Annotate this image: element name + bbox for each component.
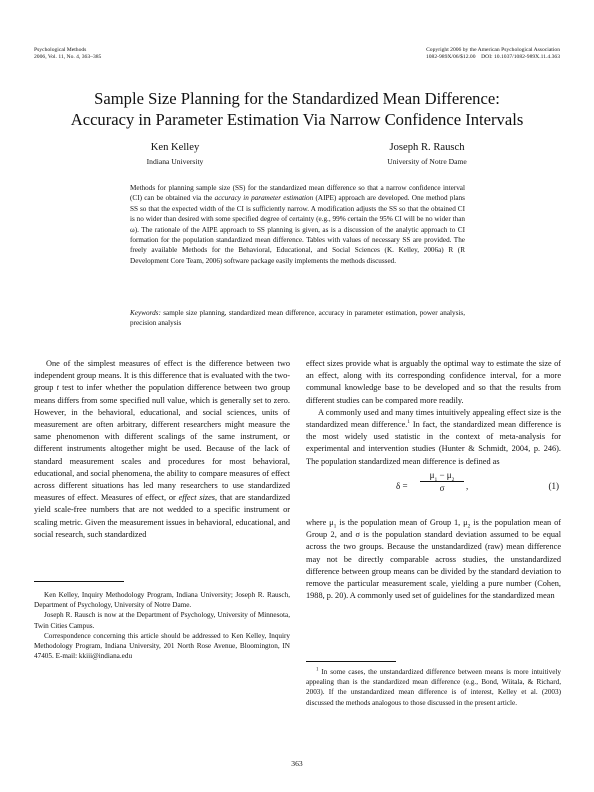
paragraph <box>34 358 290 541</box>
footnote-text: In some cases, the unstandardized difference between means is more intuitively appealing than is the standardized mean difference (e.g., Bond, Wiitala, & Richard, 2003). If the unstandardized mean difference is of interest, Kelley et al. (2003) discussed the methods analogous to those discussed in the present article. <box>306 668 561 707</box>
subscript: 1 <box>434 476 438 483</box>
abstract-text-2: (AIPE) approach are developed. One method plans SS so that the expected width of the CI is sufficiently narrow. A modification adjusts the SS so that the obtained CI is no wider than desired with some specified degree of certainty (e.g., 99% certain the 95% CI will be no wider than ω). The rationale of the AIPE approach to SS planning is given, as is a discussion of the analytic approach to CI formation for the population standardized mean difference. Tables with values of necessary SS are provided. The freely available Methods for the Behavioral, Educational, and Social Sciences (K. Kelley, 2006a) R (R Development Core Team, 2006) software package easily implements the methods discussed. <box>130 194 465 265</box>
paragraph <box>306 407 561 468</box>
equation-numerator <box>420 470 464 482</box>
volume-info: 2006, Vol. 11, No. 4, 363–385 <box>34 54 102 60</box>
subscript: 2 <box>451 476 455 483</box>
abstract-text-1: Methods for planning sample size (SS) for the standardized mean difference so that a narrow confidence interval (CI) can be obtained via the <box>130 184 465 203</box>
author-block-1 <box>110 141 240 167</box>
abstract-emphasis: accuracy in parameter estimation <box>214 194 314 203</box>
mu-symbol: μ <box>429 470 435 480</box>
author-name: Joseph R. Rausch <box>389 142 465 153</box>
equation-comma: , <box>466 481 469 491</box>
subscript: 1 <box>333 523 337 530</box>
body-column-right <box>306 358 561 468</box>
minus-mu: − μ <box>437 470 452 480</box>
body-text: is the population mean of Group 2, and σ is the population standard deviation assumed to be equal across the two groups. Because the unstandardized (raw) mean difference may not be directly comparable across studies, the unstandardized difference between group means can be divided by the standard deviation to remove the particular measurement scale, yielding a pure number (Cohen, 1988, p. 20). A commonly used set of guidelines for the standardized mean <box>306 518 561 601</box>
keywords-text: sample size planning, standardized mean difference, accuracy in parameter estimation, power analysis, precision analysis <box>130 309 465 328</box>
keywords-label: Keywords: <box>130 309 161 317</box>
author-note: Ken Kelley, Inquiry Methodology Program, Indiana University; Joseph R. Rausch, Department of Psychology, University of Notre Dame. <box>34 591 290 610</box>
author-affiliation: University of Notre Dame <box>387 157 467 166</box>
journal-name: Psychological Methods <box>34 47 87 53</box>
body-text: One of the simplest measures of effect is the difference between two independent group means. It is this difference that is evaluated with the two-group <box>34 359 290 393</box>
doi-info: 1082-989X/06/$12.00 DOI: 10.1037/1082-989X.11.4.363 <box>425 54 560 60</box>
subscript: 2 <box>467 523 471 530</box>
keywords <box>130 308 465 329</box>
body-text: , that are standardized yield scale-free numbers that are not wedded to a specific instrument or scaling metric. Given the measurement issues in behavioral, educational, and social research, such standardized <box>34 493 290 539</box>
body-text: test to infer whether the population difference between two group means differs from some specified null value, which is generally set to zero. However, in the behavioral, educational, and social sciences, units of measurement are often arbitrary, different researchers might measure the same phenomenon with different scalings of the same instrument, or different instruments altogether might be used. Because of the lack of standard measurement scales and procedures for most behavioral, educational, and social phenomena, the ability to compare measures of effect across different situations has led many researchers to use standardized measures of effect. Measures of effect, or <box>34 383 290 503</box>
footnote-1 <box>306 667 561 708</box>
equation-fraction <box>420 470 464 493</box>
article-title <box>0 88 594 130</box>
body-emphasis: effect sizes <box>178 493 216 503</box>
author-name: Ken Kelley <box>150 142 200 153</box>
equation-denominator: σ <box>439 483 445 493</box>
copyright-notice: Copyright 2006 by the American Psychological Association <box>426 47 560 53</box>
equation-lhs: δ = <box>396 481 408 491</box>
footnote-marker: 1 <box>407 420 410 426</box>
page-number: 363 <box>291 759 303 768</box>
body-text: A commonly used and many times intuitively appealing effect size is the standardized mean difference. <box>306 407 561 430</box>
title-line-1: Sample Size Planning for the Standardized Mean Difference: <box>94 89 500 108</box>
equation-number: (1) <box>548 481 559 491</box>
body-column-left <box>34 358 290 541</box>
author-note: Correspondence concerning this article should be addressed to Ken Kelley, Inquiry Methodology Program, Indiana University, 201 North Rose Avenue, Bloomington, IN 47405. E-mail: kkiii@indiana.edu <box>34 631 290 661</box>
equation-1 <box>306 468 561 508</box>
author-affiliation: Indiana University <box>146 157 204 166</box>
body-emphasis: t <box>56 383 59 393</box>
body-column-right-continued <box>306 517 561 602</box>
title-line-2: Accuracy in Parameter Estimation Via Narrow Confidence Intervals <box>70 110 524 129</box>
author-note: Joseph R. Rausch is now at the Department of Psychology, University of Minnesota, Twin Cities Campus. <box>34 611 290 630</box>
running-header-right <box>426 47 560 61</box>
body-text: where μ <box>306 518 334 527</box>
paragraph: effect sizes provide what is arguably the optimal way to estimate the size of an effect, along with its corresponding confidence interval, for a more communal knowledge base to be developed and so that the results from different studies can be compared more readily. <box>306 359 561 405</box>
body-text: is the population mean of Group 1, μ <box>336 518 468 527</box>
footnote-divider <box>34 581 124 582</box>
abstract <box>130 183 465 266</box>
body-text: In fact, the standardized mean difference is the most widely used statistic in the context of meta-analysis for experimental and intervention studies (Hunter & Schmidt, 2004, p. 246). The population standardized mean difference is defined as <box>306 420 561 466</box>
author-block-2 <box>352 141 502 167</box>
author-notes <box>34 590 290 661</box>
footnote-divider <box>306 661 396 662</box>
paragraph <box>306 517 561 602</box>
footnote-marker: 1 <box>316 667 319 673</box>
running-header-left <box>34 47 101 61</box>
